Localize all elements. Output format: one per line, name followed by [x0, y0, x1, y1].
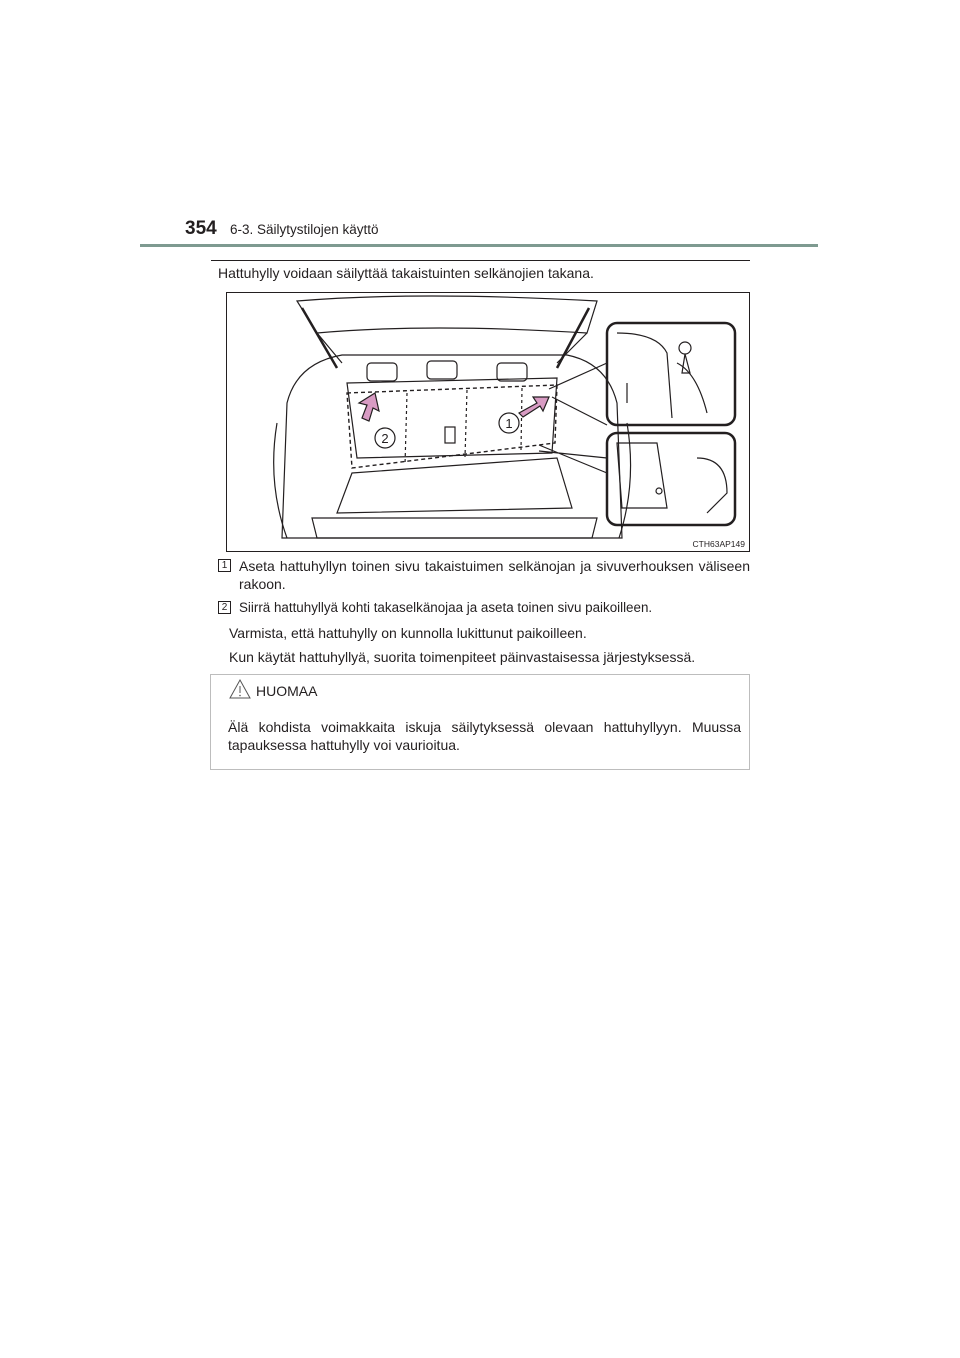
notice-text: Älä kohdista voimakkaita iskuja säilytyksessä olevaan hattuhyllyyn. Muussa tapauksessa hattuhylly voi vaurioitua. — [228, 719, 741, 753]
notice-title: HUOMAA — [256, 683, 318, 699]
figure-code: CTH63AP149 — [692, 539, 745, 549]
notice-box — [210, 674, 750, 770]
arrow-1-icon — [519, 397, 549, 417]
step-text: Siirrä hattuhyllyä kohti takaselkänojaa ja aseta toinen sivu paikoilleen. — [239, 600, 653, 615]
warning-triangle-icon — [229, 678, 251, 700]
page-number: 354 — [185, 218, 217, 239]
callout-1-label: 1 — [505, 416, 513, 431]
step-number: 1 — [218, 559, 231, 572]
intro-text: Hattuhylly voidaan säilyttää takaistuinten selkänojien takana. — [218, 265, 594, 281]
step-1 — [218, 557, 750, 593]
lock-check-note: Varmista, että hattuhylly on kunnolla lukittunut paikoilleen. — [229, 625, 587, 641]
header-divider — [140, 244, 818, 247]
section-title: 6-3. Säilytystilojen käyttö — [230, 222, 379, 237]
tailgate-shape — [297, 296, 597, 333]
step-number: 2 — [218, 601, 231, 614]
arrow-2-icon — [359, 393, 379, 421]
callout-2-label: 2 — [381, 431, 389, 446]
trunk-illustration — [226, 292, 750, 552]
step-text: Aseta hattuhyllyn toinen sivu takaistuimen selkänojan ja sivuverhouksen väliseen rakoon. — [239, 558, 750, 592]
intro-divider — [211, 260, 750, 261]
reverse-procedure-note: Kun käytät hattuhyllyä, suorita toimenpiteet päinvastaisessa järjestyksessä. — [229, 649, 696, 665]
step-2 — [218, 599, 750, 617]
